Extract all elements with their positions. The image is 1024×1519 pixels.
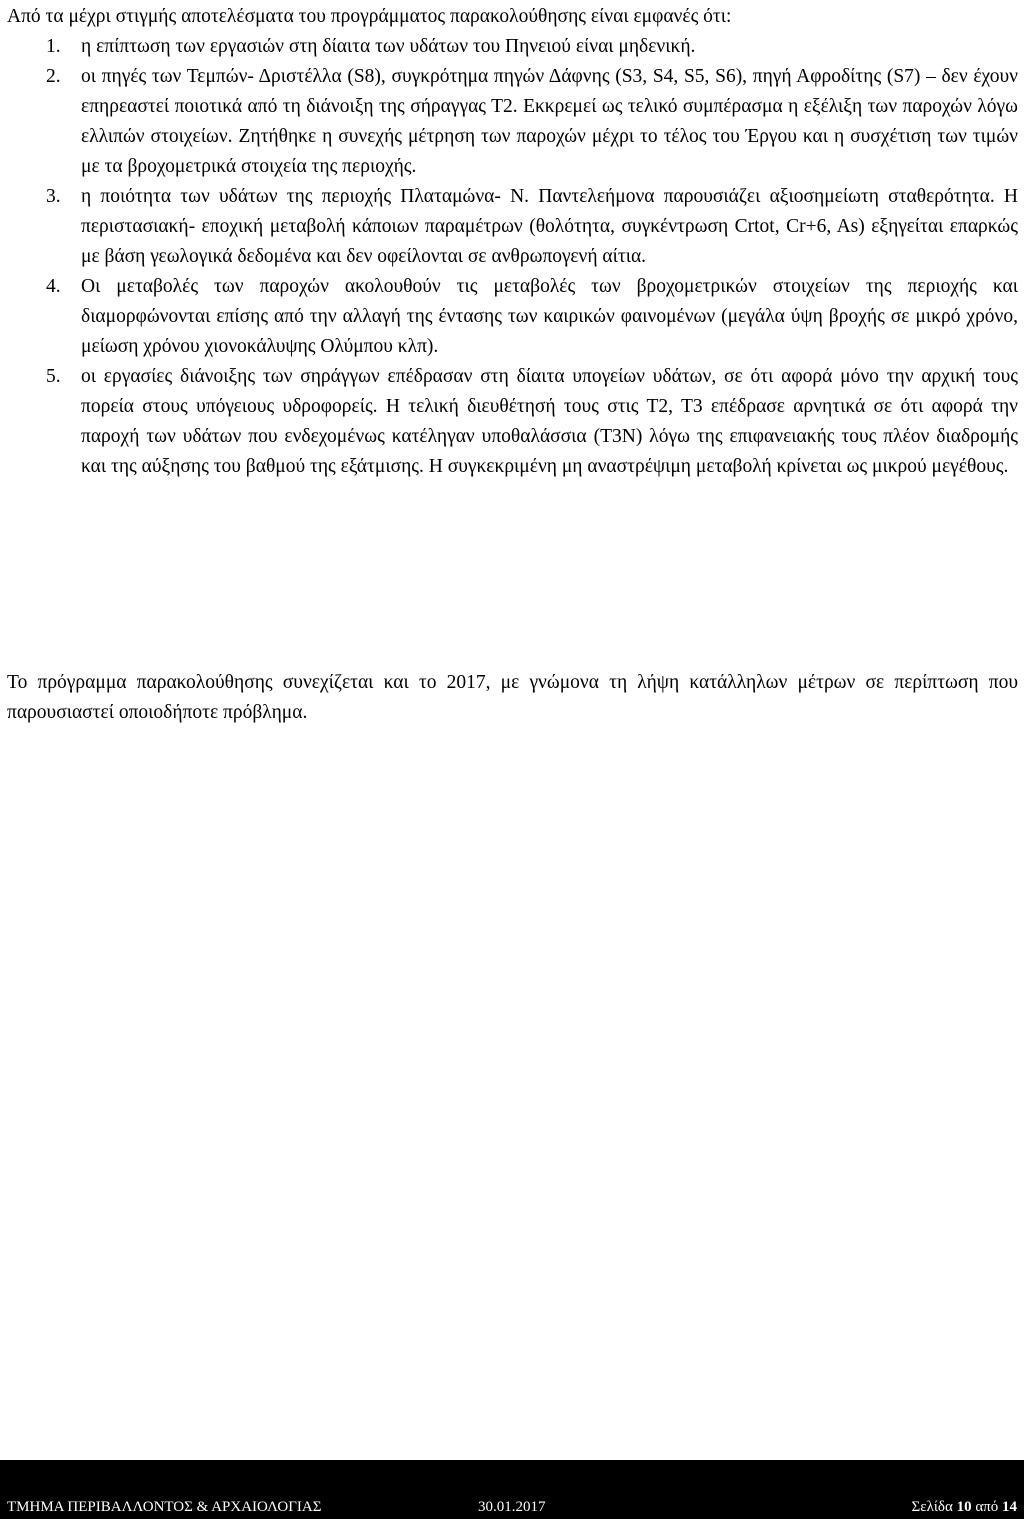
page-separator: από: [975, 1499, 999, 1515]
finding-number: 3.: [46, 186, 61, 207]
footer-date: 30.01.2017: [478, 1499, 546, 1515]
finding-number: 5.: [46, 366, 61, 387]
finding-text: η ποιότητα των υδάτων της περιοχής Πλαταμώνα- Ν. Παντελεήμονα παρουσιάζει αξιοσημείωτη σταθερότητα. Η περιστασιακή- εποχική μεταβολή κάποιων παραμέτρων (θολότητα, συγκέντρωση Crtot, Cr+6, As) εξηγείται επαρκώς με βάση γεωλογικά δεδομένα και δεν οφείλονται σε ανθρωπογενή αίτια.: [81, 186, 1018, 267]
finding-number: 4.: [46, 276, 61, 297]
finding-number: 1.: [46, 36, 61, 57]
intro-sentence: Από τα μέχρι στιγμής αποτελέσματα του προγράμματος παρακολούθησης είναι εμφανές ότι:: [7, 6, 732, 27]
finding-number: 2.: [46, 66, 61, 87]
finding-item: [0, 62, 1018, 182]
finding-text: Οι μεταβολές των παροχών ακολουθούν τις μεταβολές των βροχομετρικών στοιχείων της περιοχής και διαμορφώνονται επίσης από την αλλαγή της έντασης των καιρικών φαινομένων (μεγάλα ύψη βροχής σε μικρό χρόνο, μείωση χρόνου χιονοκάλυψης Ολύμπου κλπ).: [81, 276, 1018, 357]
finding-text: η επίπτωση των εργασιών στη δίαιτα των υδάτων του Πηνειού είναι μηδενική.: [81, 36, 696, 57]
footer-page-number: [912, 1495, 1017, 1519]
finding-text: οι πηγές των Τεμπών- Δριστέλλα (S8), συγκρότημα πηγών Δάφνης (S3, S4, S5, S6), πηγή Αφροδίτης (S7) – δεν έχουν επηρεαστεί ποιοτικά από τη διάνοιξη της σήραγγας Τ2. Εκκρεμεί ως τελικό συμπέρασμα η εξέλιξη των παροχών λόγω ελλιπών στοιχείων. Ζητήθηκε η συνεχής μέτρηση των παροχών μέχρι το τέλος του Έργου και η συσχέτιση των τιμών με τα βροχομετρικά στοιχεία της περιοχής.: [81, 66, 1018, 177]
conclusion-paragraph: Το πρόγραμμα παρακολούθησης συνεχίζεται και το 2017, με γνώμονα τη λήψη κατάλληλων μέτρων σε περίπτωση που παρουσιαστεί οποιοδήποτε πρόβλημα.: [7, 671, 1018, 723]
total-pages: 14: [1002, 1499, 1017, 1515]
findings-list: [0, 32, 1024, 482]
finding-item: [0, 182, 1018, 272]
footer-department: ΤΜΗΜΑ ΠΕΡΙΒΑΛΛΟΝΤΟΣ & ΑΡΧΑΙΟΛΟΓΙΑΣ: [7, 1499, 322, 1515]
finding-item: [0, 272, 1018, 362]
page-footer: [0, 1495, 1024, 1519]
current-page: 10: [956, 1499, 972, 1515]
page-prefix: Σελίδα: [911, 1499, 953, 1515]
finding-item: [0, 362, 1018, 482]
finding-item: [0, 32, 1018, 62]
finding-text: οι εργασίες διάνοιξης των σηράγγων επέδρασαν στη δίαιτα υπογείων υδάτων, σε ότι αφορά μόνο την αρχική τους πορεία στους υπόγειους υδροφορείς. Η τελική διευθέτησή τους στις Τ2, Τ3 επέδρασε αρνητικά σε ότι αφορά την παροχή των υδάτων που ενδεχομένως κατέληγαν υποθαλάσσια (Τ3Ν) λόγω της επιφανειακής τους πλέον διαδρομής και της αύξησης του βαθμού της εξάτμισης. Η συγκεκριμένη μη αναστρέψιμη μεταβολή κρίνεται ως μικρού μεγέθους.: [81, 366, 1018, 477]
